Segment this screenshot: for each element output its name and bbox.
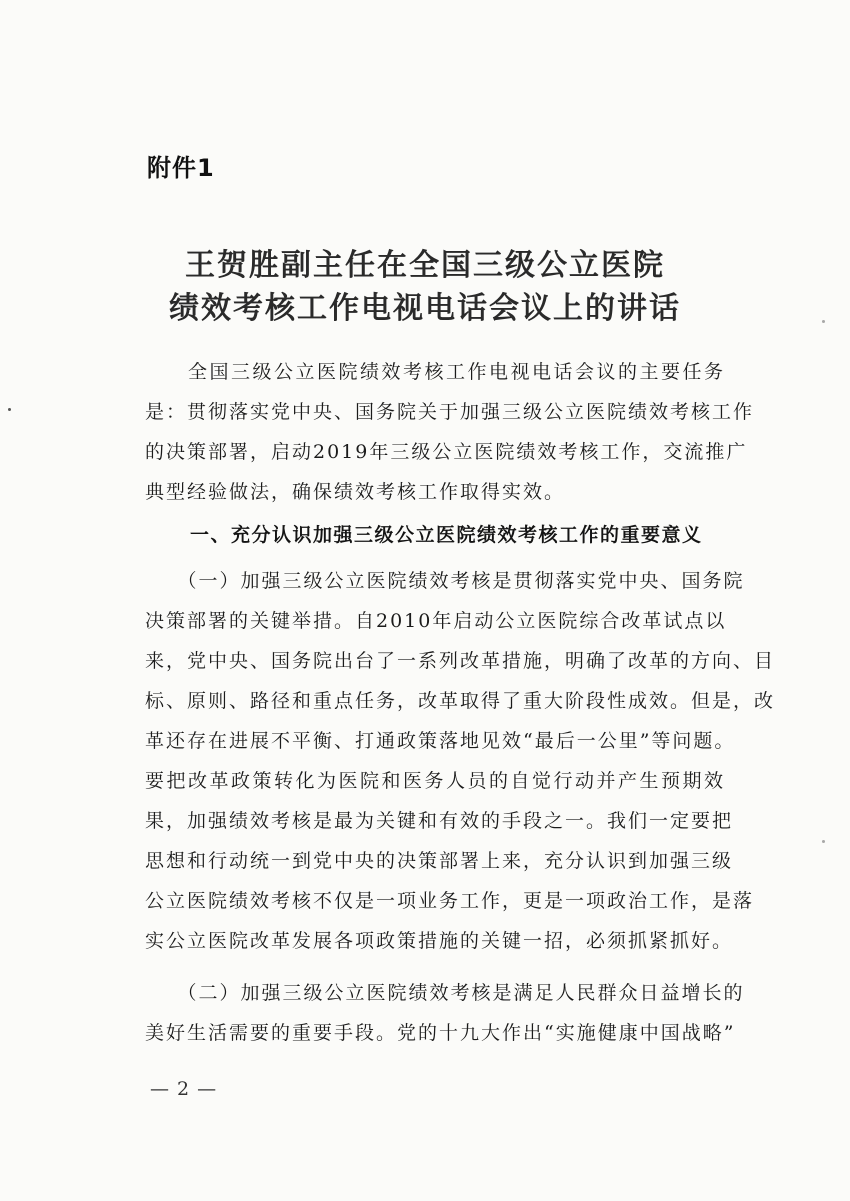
scan-speck — [8, 408, 11, 411]
paragraph-line: 是：贯彻落实党中央、国务院关于加强三级公立医院绩效考核工作 — [145, 401, 755, 423]
attachment-label: 附件1 — [147, 154, 215, 182]
document-title-line-2: 绩效考核工作电视电话会议上的讲话 — [169, 291, 681, 326]
section-heading: 一、充分认识加强三级公立医院绩效考核工作的重要意义 — [190, 524, 703, 546]
paragraph-line: 要把改革政策转化为医院和医务人员的自觉行动并产生预期效 — [145, 770, 725, 792]
scan-speck — [822, 320, 825, 323]
scan-speck — [822, 840, 825, 843]
paragraph-line: 果，加强绩效考核是最为关键和有效的手段之一。我们一定要把 — [145, 810, 734, 832]
paragraph-line: 美好生活需要的重要手段。党的十九大作出“实施健康中国战略” — [145, 1022, 736, 1044]
paragraph-line: 决策部署的关键举措。自2010年启动公立医院综合改革试点以 — [145, 610, 727, 632]
paragraph-line: 典型经验做法，确保绩效考核工作取得实效。 — [145, 481, 566, 503]
paragraph-line: （一）加强三级公立医院绩效考核是贯彻落实党中央、国务院 — [145, 570, 745, 592]
paragraph-line: 公立医院绩效考核不仅是一项业务工作，更是一项政治工作，是落 — [145, 890, 755, 912]
paragraph-line: 革还存在进展不平衡、打通政策落地见效“最后一公里”等问题。 — [145, 730, 736, 752]
paragraph-line: 的决策部署，启动2019年三级公立医院绩效考核工作，交流推广 — [145, 441, 748, 463]
paragraph-line: 来，党中央、国务院出台了一系列改革措施，明确了改革的方向、目 — [145, 650, 776, 672]
paragraph-line: 标、原则、路径和重点任务，改革取得了重大阶段性成效。但是，改 — [145, 690, 776, 712]
document-title-line-1: 王贺胜副主任在全国三级公立医院 — [185, 248, 665, 283]
paragraph-line: 实公立医院改革发展各项政策措施的关键一招，必须抓紧抓好。 — [145, 930, 734, 952]
paragraph-line: 全国三级公立医院绩效考核工作电视电话会议的主要任务 — [145, 361, 725, 383]
paragraph-line: （二）加强三级公立医院绩效考核是满足人民群众日益增长的 — [145, 982, 745, 1004]
paragraph-line: 思想和行动统一到党中央的决策部署上来，充分认识到加强三级 — [145, 850, 734, 872]
page-number: — 2 — — [150, 1078, 218, 1100]
